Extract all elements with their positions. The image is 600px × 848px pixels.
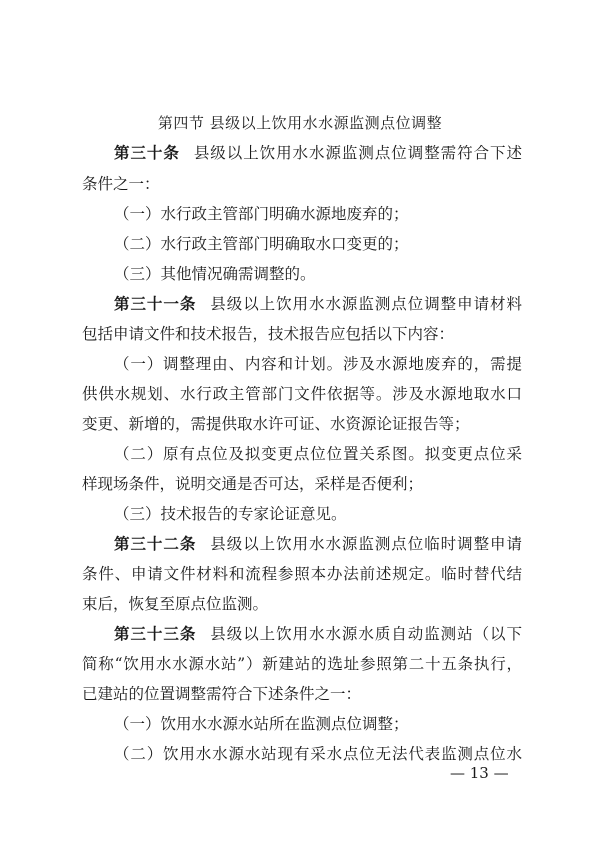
article-33-item-2: （二）饮用水水源水站现有采水点位无法代表监测点位水 bbox=[114, 745, 522, 763]
article-30-label: 第三十条 bbox=[114, 143, 180, 162]
article-30-line-1: 第三十条 县级以上饮用水水源监测点位调整需符合下述 bbox=[114, 143, 522, 162]
article-31-item-1-line-3: 变更、新增的，需提供取水许可证、水资源论证报告等； bbox=[82, 415, 470, 433]
article-31-item-1-line-1: （一）调整理由、内容和计划。涉及水源地废弃的，需提 bbox=[114, 355, 522, 373]
article-32-line-2: 条件、申请文件材料和流程参照本办法前述规定。临时替代结 bbox=[82, 565, 522, 583]
article-32-line-1: 第三十二条 县级以上饮用水水源监测点位临时调整申请 bbox=[114, 534, 522, 553]
article-33-item-1: （一）饮用水水源水站所在监测点位调整； bbox=[114, 715, 409, 733]
article-30-line-2: 条件之一： bbox=[82, 175, 160, 193]
article-33-line-3: 已建站的位置调整需符合下述条件之一： bbox=[82, 685, 362, 703]
article-32-line-3: 束后，恢复至原点位监测。 bbox=[82, 595, 269, 613]
article-31-line-1: 第三十一条 县级以上饮用水水源监测点位调整申请材料 bbox=[114, 294, 522, 313]
article-31-item-2-line-2: 样现场条件，说明交通是否可达，采样是否便利； bbox=[82, 475, 424, 493]
article-31-line-2: 包括申请文件和技术报告，技术报告应包括以下内容： bbox=[82, 325, 455, 343]
article-31-item-2-line-1: （二）原有点位及拟变更点位位置关系图。拟变更点位采 bbox=[114, 445, 522, 463]
article-31-item-3: （三）技术报告的专家论证意见。 bbox=[114, 505, 347, 523]
article-30-item-1: （一）水行政主管部门明确水源地废弃的； bbox=[114, 205, 409, 223]
article-33-line-1: 第三十三条 县级以上饮用水水源水质自动监测站（以下 bbox=[114, 624, 522, 643]
article-33-label: 第三十三条 bbox=[114, 624, 197, 643]
article-30-item-2: （二）水行政主管部门明确取水口变更的； bbox=[114, 235, 409, 253]
section-title: 第四节 县级以上饮用水水源监测点位调整 bbox=[157, 114, 443, 132]
page-number: — 13 — bbox=[450, 764, 509, 782]
article-33-line-2: 简称“饮用水水源水站”）新建站的选址参照第二十五条执行， bbox=[82, 655, 522, 673]
article-31-item-1-line-2: 供供水规划、水行政主管部门文件依据等。涉及水源地取水口 bbox=[82, 385, 522, 403]
article-32-label: 第三十二条 bbox=[114, 534, 197, 553]
article-31-label: 第三十一条 bbox=[114, 294, 197, 313]
article-30-item-3: （三）其他情况确需调整的。 bbox=[114, 265, 316, 283]
